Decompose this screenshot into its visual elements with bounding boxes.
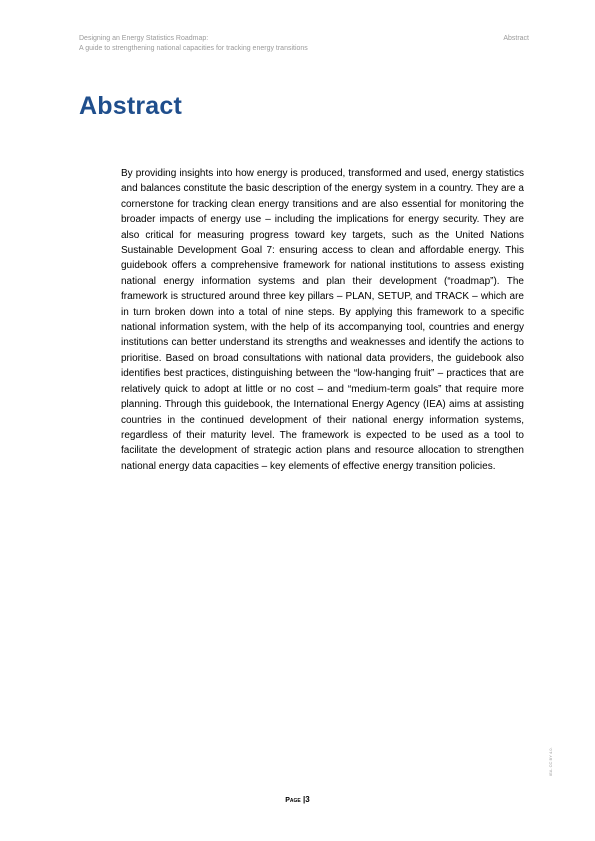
page-separator: | [303,795,306,804]
page-number: 3 [305,795,310,804]
running-header-title [79,34,308,54]
running-header-line-2: A guide to strengthening national capacities for tracking energy transitions [79,45,308,52]
page-title: Abstract [79,92,183,120]
running-header-line-1: Designing an Energy Statistics Roadmap: [79,35,209,42]
license-note: IEA. CC BY 4.0. [548,747,553,776]
page-footer [0,795,595,804]
page-label: Page [285,797,301,804]
abstract-paragraph: By providing insights into how energy is produced, transformed and used, energy statistics and balances constitute the basic description of the energy system in a country. They are a cornerstone for tracking clean energy transitions and are also essential for monitoring the broader impacts of energy use – including the implications for energy security. They are also critical for measuring progress toward key targets, such as the United Nations Sustainable Development Goal 7: ensuring access to clean and affordable energy. This guidebook offers a comprehensive framework for national institutions to assess existing national energy information systems and plan their development (“roadmap”). The framework is structured around three key pillars – PLAN, SETUP, and TRACK – which are in turn broken down into a total of nine steps. By applying this framework to a specific national information system, with the help of its accompanying tool, countries and energy institutions can better understand its strengths and weaknesses and identify the actions to prioritise. Based on broad consultations with national data providers, the guidebook also identifies best practices, distinguishing between the “low-hanging fruit” – practices that are relatively quick to adopt at little or no cost – and “medium-term goals” that require more planning. Through this guidebook, the International Energy Agency (IEA) aims at assisting countries in the continued development of their national energy information systems, regardless of their maturity level. The framework is expected to be used as a tool to facilitate the development of strategic action plans and resource allocation to strengthen national energy data capacities – key elements of effective energy transition policies. [121,168,524,472]
running-header-section: Abstract [503,35,529,42]
